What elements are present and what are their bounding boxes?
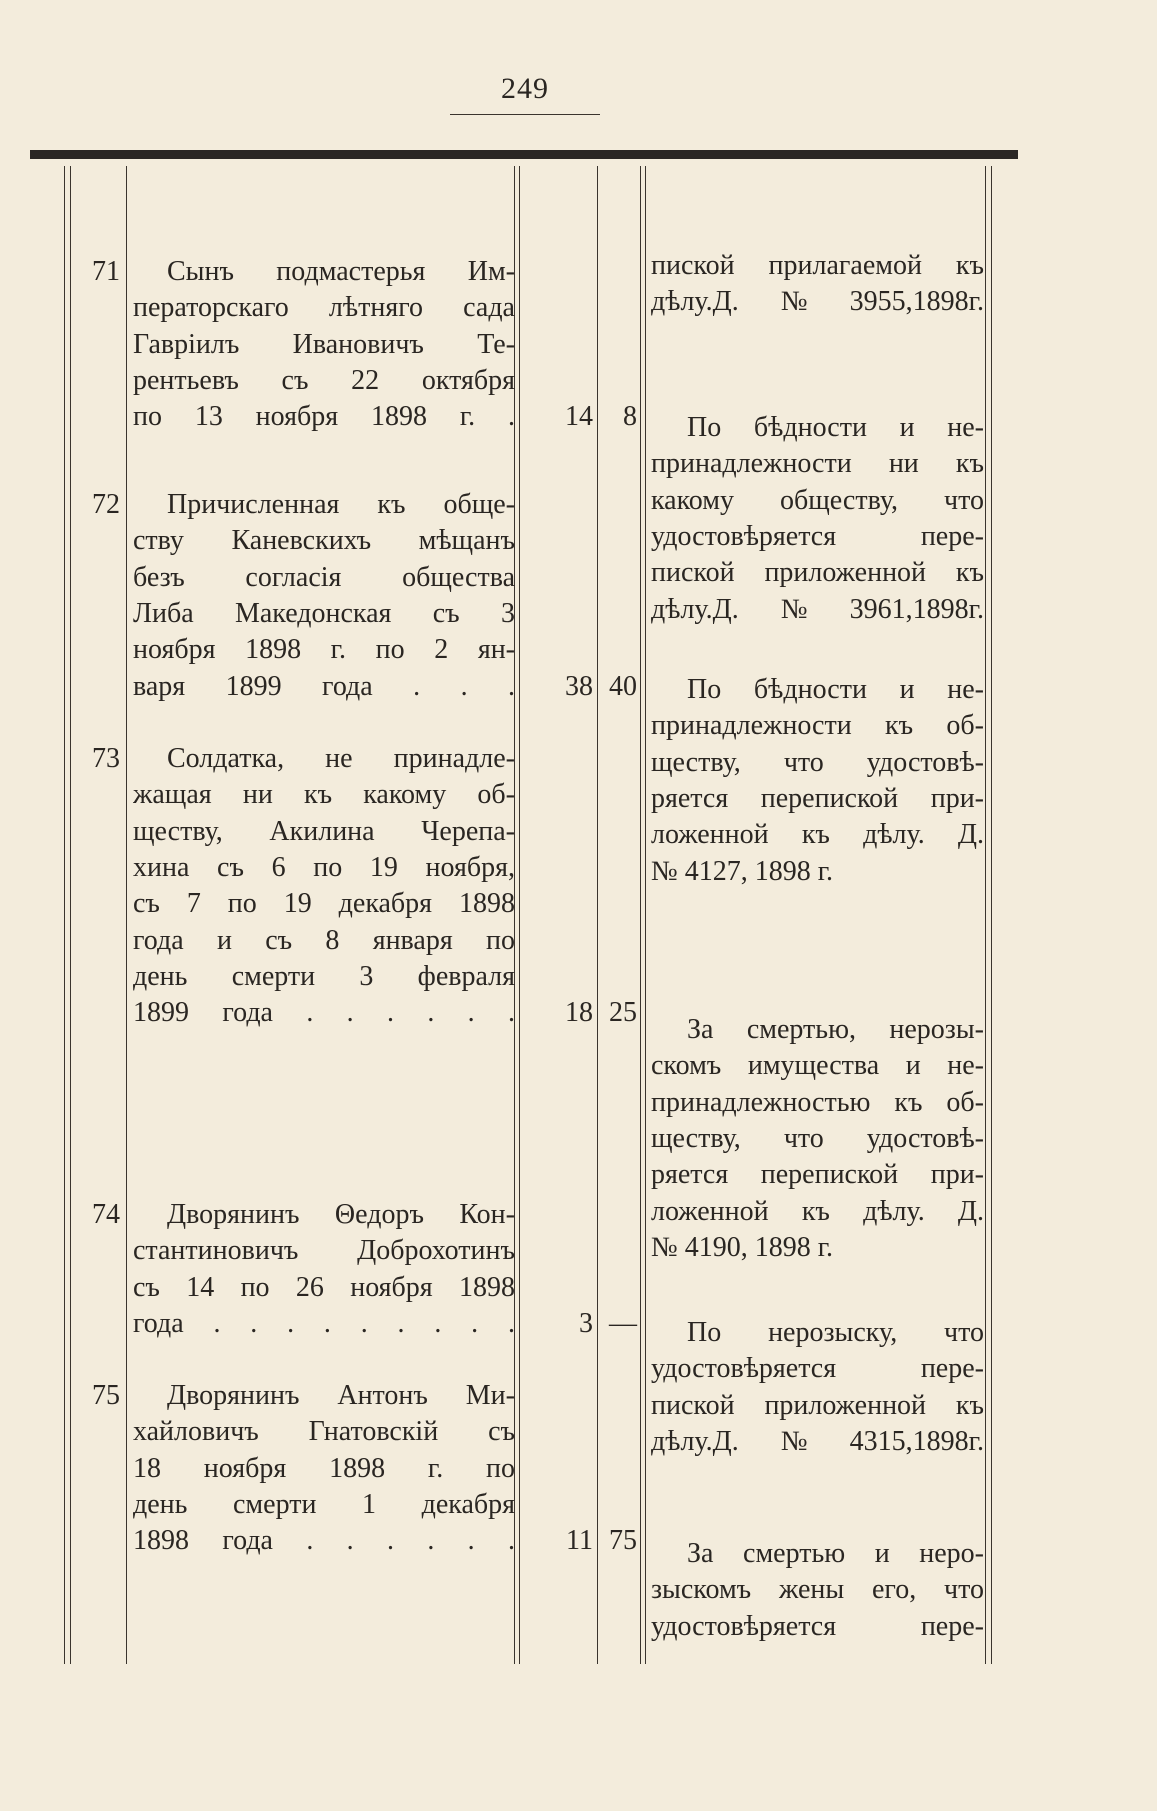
column-divider-kopecks	[640, 166, 641, 1664]
entry-amount-kopecks: 40	[609, 670, 637, 702]
entry-reason-line: дѣлу.Д.№3961,1898г.	[651, 593, 984, 625]
entry-description-line: по 13 ноября 1898 г. .	[133, 401, 515, 433]
entry-reason-line: № 4190, 1898 г.	[651, 1231, 834, 1263]
entry-description-line: варя 1899 года . . .	[133, 670, 515, 702]
entry-reason-line: принадлежности ни къ	[651, 448, 984, 480]
entry-reason-line: ряется перепиской при-	[651, 782, 984, 814]
entry-reason-line: № 4127, 1898 г.	[651, 855, 834, 887]
entry-reason-line: какому обществу, что	[651, 484, 984, 516]
entry-description-line: Дворянинъ Θедоръ Кон-	[167, 1199, 515, 1230]
entry-amount-kopecks: 8	[623, 401, 637, 433]
page-number: 249	[501, 72, 549, 105]
entry-description-line: года и съ 8 января по	[133, 924, 515, 956]
entry-reason-line: По бѣдности и не-	[687, 412, 984, 443]
entry-description-line: Причисленная къ обще-	[167, 489, 515, 520]
entry-description-line: Либа Македонская съ 3	[133, 597, 515, 629]
entry-description-line: года . . . . . . . . .	[133, 1307, 515, 1339]
column-divider-outer-left-inner	[70, 166, 71, 1664]
entry-description-line: 18 ноября 1898 г. по	[133, 1452, 515, 1484]
entry-reason-line: По бѣдности и не-	[687, 674, 984, 705]
entry-reason-line: пиской приложенной къ	[651, 557, 984, 589]
entry-description-line: Гавріилъ Ивановичъ Те-	[133, 328, 515, 360]
entry-index: 75	[92, 1380, 120, 1411]
carryover-reason-line: пиской прилагаемой къ	[651, 250, 984, 281]
entry-amount-rubles: 14	[565, 401, 593, 433]
table-top-rule	[30, 150, 1018, 159]
entry-amount-kopecks: 75	[609, 1525, 637, 1557]
entry-reason-line: удостовѣряется пере-	[651, 1353, 984, 1385]
entry-description-line: Сынъ подмастерья Им-	[167, 256, 515, 287]
entry-reason-line: пиской приложенной къ	[651, 1389, 984, 1421]
entry-reason-line: ществу, что удостовѣ-	[651, 1122, 984, 1154]
entry-amount-rubles: 38	[565, 670, 593, 702]
column-divider-index	[126, 166, 127, 1664]
carryover-reason-line: дѣлу.Д.№3955,1898г.	[651, 286, 984, 318]
entry-description-line: Солдатка, не принадле-	[167, 743, 515, 774]
entry-reason-line: ряется перепиской при-	[651, 1159, 984, 1191]
column-divider-outer-right-inner	[991, 166, 992, 1664]
entry-index: 72	[92, 489, 120, 520]
entry-description-line: жащая ни къ какому об-	[133, 779, 515, 811]
entry-description-line: съ 14 по 26 ноября 1898	[133, 1271, 515, 1303]
page-number-rule	[450, 114, 600, 115]
entry-index: 74	[92, 1199, 120, 1230]
entry-description-line: съ 7 по 19 декабря 1898	[133, 888, 515, 920]
entry-reason-line: За смертью и неро-	[687, 1538, 984, 1569]
entry-reason-line: ложенной къ дѣлу. Д.	[651, 1195, 984, 1227]
entry-reason-line: принадлежности къ об-	[651, 710, 984, 742]
entry-reason-line: дѣлу.Д.№4315,1898г.	[651, 1425, 984, 1457]
entry-reason-line: удостовѣряется пере-	[651, 520, 984, 552]
entry-description-line: ществу, Акилина Черепа-	[133, 815, 515, 847]
entry-reason-line: зыскомъ жены его, что	[651, 1574, 984, 1606]
entry-description-line: хайловичъ Гнатовскій съ	[133, 1416, 515, 1448]
entry-amount-kopecks: —	[609, 1307, 637, 1339]
column-divider-rubles	[597, 166, 598, 1664]
entry-description-line: 1898 года . . . . . .	[133, 1525, 515, 1557]
entry-reason-line: принадлежностью къ об-	[651, 1086, 984, 1118]
column-divider-outer-right	[985, 166, 986, 1664]
entry-description-line: 1899 года . . . . . .	[133, 997, 515, 1029]
entry-description-line: стантиновичъ Доброхотинъ	[133, 1235, 515, 1267]
column-divider-kopecks-inner	[645, 166, 646, 1664]
entry-description-line: Дворянинъ Антонъ Ми-	[167, 1380, 515, 1411]
entry-reason-line: скомъ имущества и не-	[651, 1050, 984, 1082]
entry-description-line: хина съ 6 по 19 ноября,	[133, 851, 515, 883]
entry-amount-kopecks: 25	[609, 997, 637, 1029]
entry-description-line: день смерти 3 февраля	[133, 960, 515, 992]
entry-reason-line: ществу, что удостовѣ-	[651, 746, 984, 778]
entry-description-line: день смерти 1 декабря	[133, 1488, 515, 1520]
entry-reason-line: удостовѣряется пере-	[651, 1610, 984, 1642]
entry-reason-line: За смертью, нерозы-	[687, 1014, 984, 1045]
entry-description-line: ператорскаго лѣтняго сада	[133, 292, 515, 324]
column-divider-description-inner	[519, 166, 520, 1664]
entry-index: 71	[92, 256, 120, 287]
entry-description-line: рентьевъ съ 22 октября	[133, 364, 515, 396]
entry-reason-line: По нерозыску, что	[687, 1317, 984, 1348]
entry-index: 73	[92, 743, 120, 774]
entry-description-line: ноября 1898 г. по 2 ян-	[133, 634, 515, 666]
entry-reason-line: ложенной къ дѣлу. Д.	[651, 819, 984, 851]
entry-description-line: безъ согласія общества	[133, 561, 515, 593]
entry-description-line: ству Каневскихъ мѣщанъ	[133, 525, 515, 557]
entry-amount-rubles: 18	[565, 997, 593, 1029]
entry-amount-rubles: 3	[579, 1307, 593, 1339]
entry-amount-rubles: 11	[566, 1525, 593, 1557]
column-divider-outer-left	[64, 166, 65, 1664]
